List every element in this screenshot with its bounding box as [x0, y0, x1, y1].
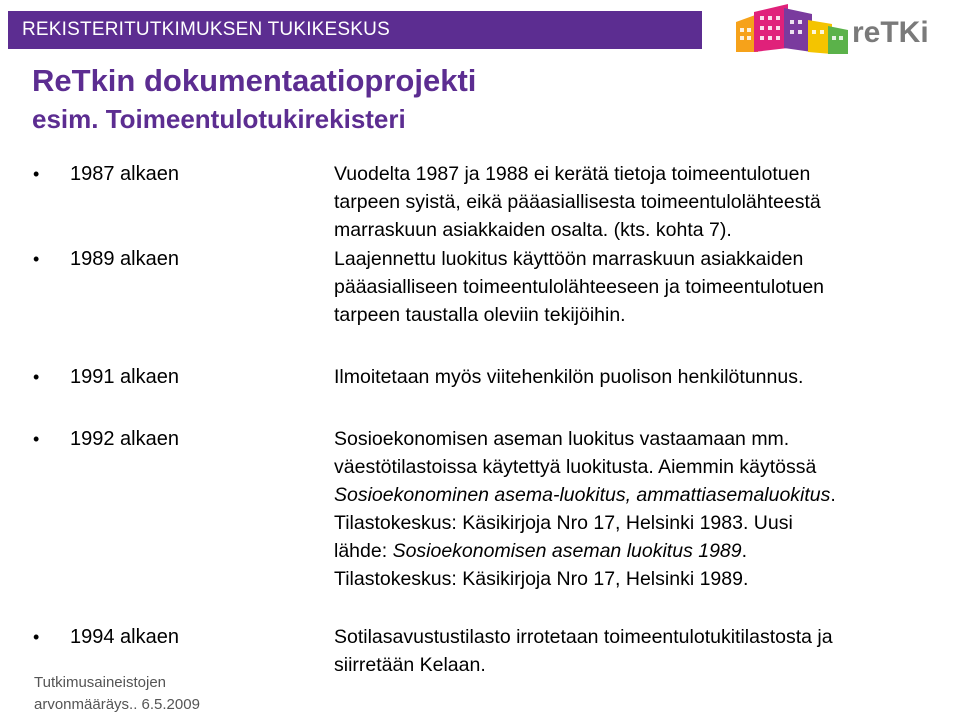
- source-label: lähde:: [334, 540, 393, 562]
- description-line: tarpeen taustalla oleviin tekijöihin.: [334, 304, 626, 326]
- header-banner: [8, 11, 702, 49]
- description-line: Laajennettu luokitus käyttöön marraskuun asiakkaiden: [334, 248, 804, 270]
- entry-description: [334, 623, 914, 679]
- punctuation: .: [741, 540, 748, 562]
- retki-wordmark: [850, 14, 954, 48]
- bullet: •: [33, 429, 40, 449]
- entry-description: [334, 160, 914, 244]
- description-line: pääasialliseen toimeentulolähteeseen ja toimeentulotuen: [334, 276, 825, 298]
- description-line: [334, 481, 914, 509]
- italic-reference: Sosioekonomisen aseman luokitus 1989: [392, 540, 742, 562]
- retki-logo-icon: [732, 4, 850, 56]
- entry-description: [334, 425, 914, 593]
- description-line: Vuodelta 1987 ja 1988 ei kerätä tietoja toimeentulotuen: [334, 163, 811, 185]
- description-line: marraskuun asiakkaiden osalta. (kts. kohta 7).: [334, 219, 732, 241]
- header-banner-text: REKISTERITUTKIMUKSEN TUKIKESKUS: [22, 19, 390, 40]
- footer: [34, 672, 200, 716]
- svg-text:reTKi: reTKi: [852, 16, 929, 48]
- punctuation: .: [830, 484, 836, 506]
- description-line: Sosioekonomisen aseman luokitus vastaamaan mm.: [334, 428, 790, 450]
- italic-reference: Sosioekonominen asema-luokitus, ammattiasemaluokitus: [334, 484, 831, 506]
- year-label: 1991 alkaen: [70, 366, 179, 388]
- entry-description: [334, 363, 914, 391]
- description-line: tarpeen syistä, eikä pääasiallisesta toimeentulolähteestä: [334, 191, 821, 213]
- page-title: ReTkin dokumentaatioprojekti: [32, 63, 477, 98]
- year-label: 1992 alkaen: [70, 428, 179, 450]
- footer-line-2: arvonmääräys.. 6.5.2009: [34, 696, 200, 713]
- year-label: 1987 alkaen: [70, 163, 179, 185]
- description-line: Ilmoitetaan myös viitehenkilön puolison henkilötunnus.: [334, 366, 804, 388]
- bullet: •: [33, 164, 40, 184]
- bullet: •: [33, 627, 40, 647]
- entry-description: [334, 245, 914, 329]
- year-label: 1994 alkaen: [70, 626, 179, 648]
- page-subtitle: esim. Toimeentulotukirekisteri: [32, 104, 406, 134]
- description-line: Tilastokeskus: Käsikirjoja Nro 17, Helsinki 1983. Uusi: [334, 512, 793, 534]
- footer-line-1: Tutkimusaineistojen: [34, 674, 167, 691]
- description-line: väestötilastoissa käytettyä luokitusta. Aiemmin käytössä: [334, 456, 817, 478]
- description-line: siirretään Kelaan.: [334, 654, 486, 676]
- description-line: Tilastokeskus: Käsikirjoja Nro 17, Helsinki 1989.: [334, 568, 749, 590]
- description-line: Sotilasavustustilasto irrotetaan toimeentulotukitilastosta ja: [334, 626, 833, 648]
- bullet: •: [33, 367, 40, 387]
- description-line: [334, 537, 914, 565]
- year-label: 1989 alkaen: [70, 248, 179, 270]
- bullet: •: [33, 249, 40, 269]
